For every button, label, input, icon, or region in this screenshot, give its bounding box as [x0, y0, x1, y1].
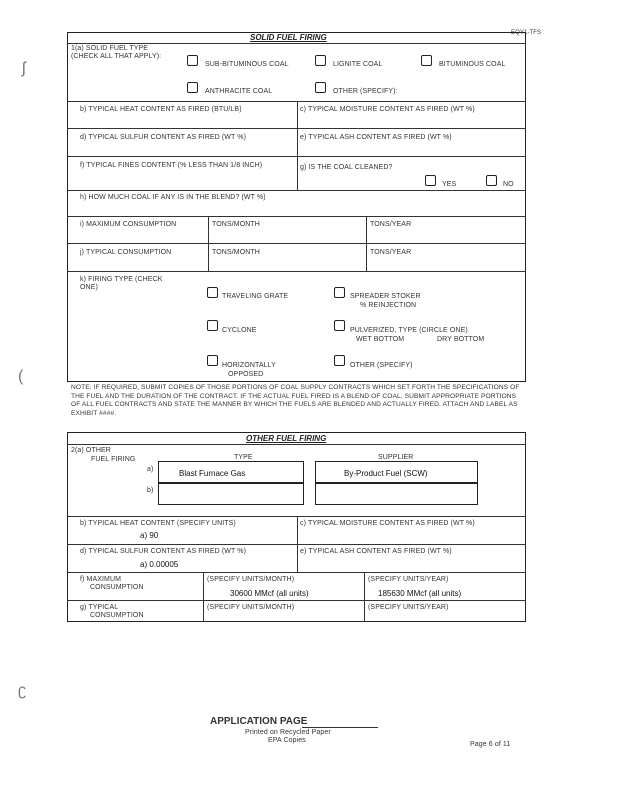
max-units-month-label: (SPECIFY UNITS/MONTH)	[207, 576, 295, 583]
supplier-b-field[interactable]	[315, 482, 478, 505]
typ-units-month-label: (SPECIFY UNITS/MONTH)	[207, 604, 295, 611]
other-heat-value: a) 90	[140, 531, 159, 540]
fuel-type-sub: (CHECK ALL THAT APPLY):	[71, 53, 162, 60]
pulverized-label: PULVERIZED, TYPE (CIRCLE ONE)	[350, 327, 468, 334]
margin-mark: (	[18, 368, 24, 385]
fuel-type-label: 1(a) SOLID FUEL TYPE	[71, 45, 149, 52]
lignite-label: LIGNITE COAL	[333, 61, 383, 68]
typ-tons-month-label: TONS/MONTH	[212, 249, 260, 256]
fines-label: f) TYPICAL FINES CONTENT (% LESS THAN 1/8 INCH)	[80, 162, 263, 169]
lignite-checkbox[interactable]	[315, 55, 326, 66]
other-fuel-label-2: FUEL FIRING	[91, 456, 136, 463]
fuel-type-b-field[interactable]	[158, 482, 304, 505]
typ-tons-year-label: TONS/YEAR	[370, 249, 412, 256]
other-firing-checkbox[interactable]	[334, 355, 345, 366]
other-heat-label: b) TYPICAL HEAT CONTENT (SPECIFY UNITS)	[80, 520, 236, 527]
typ-units-year-label: (SPECIFY UNITS/YEAR)	[368, 604, 449, 611]
typical-consumption-label: j) TYPICAL CONSUMPTION	[80, 249, 172, 256]
ash-label: e) TYPICAL ASH CONTENT AS FIRED (WT %)	[300, 134, 452, 141]
blend-label: h) HOW MUCH COAL IF ANY IS IN THE BLEND? (WT %)	[80, 194, 266, 201]
row-a-label: a)	[147, 466, 154, 473]
spreader-checkbox[interactable]	[334, 287, 345, 298]
cleaned-no-label: NO	[503, 181, 514, 188]
spreader-label: SPREADER STOKER	[350, 293, 421, 300]
traveling-grate-checkbox[interactable]	[207, 287, 218, 298]
margin-mark: ʗ	[18, 682, 26, 699]
sulfur-label: d) TYPICAL SULFUR CONTENT AS FIRED (WT %)	[80, 134, 247, 141]
footer-title: APPLICATION PAGE	[210, 716, 308, 727]
cyclone-checkbox[interactable]	[207, 320, 218, 331]
traveling-grate-label: TRAVELING GRATE	[222, 293, 289, 300]
dry-bottom-label[interactable]: DRY BOTTOM	[437, 336, 485, 343]
anthracite-checkbox[interactable]	[187, 82, 198, 93]
heat-content-label: b) TYPICAL HEAT CONTENT AS FIRED (BTU/LB)	[80, 106, 242, 113]
bituminous-label: BITUMINOUS COAL	[439, 61, 506, 68]
bituminous-checkbox[interactable]	[421, 55, 432, 66]
other-sulfur-label: d) TYPICAL SULFUR CONTENT AS FIRED (WT %)	[80, 548, 247, 555]
max-month-value: 30600 MMcf (all units)	[230, 589, 309, 598]
other-fuel-label: 2(a) OTHER	[71, 447, 111, 454]
max-units-year-label: (SPECIFY UNITS/YEAR)	[368, 576, 449, 583]
footer-sub1: Printed on Recycled Paper	[245, 729, 331, 736]
cleaned-yes-checkbox[interactable]	[425, 175, 436, 186]
cleaned-no-checkbox[interactable]	[486, 175, 497, 186]
cyclone-label: CYCLONE	[222, 327, 257, 334]
margin-mark: ʃ	[22, 60, 26, 77]
cleaned-question: g) IS THE COAL CLEANED?	[300, 164, 393, 171]
max-tons-year-label: TONS/YEAR	[370, 221, 412, 228]
note-text: NOTE: IF REQUIRED, SUBMIT COPIES OF THOSE PORTIONS OF COAL SUPPLY CONTRACTS WHICH SET FORTH THE SPECIFICATIONS OF THE FUEL AND THE DURATION OF THE CONTRACT. IF THE ACTUAL FUEL FIRED IS A BLEND OF COAL, SUBMIT APPROPRIATE PORTIONS OF ALL FUEL CONTRACTS AND STATE THE MANNER BY WHICH THE FUELS ARE BLENDED AND ACTUALLY FIRED. ATTACH AND LABEL AS EXHIBIT ####.	[71, 384, 520, 417]
max-consumption-label: i) MAXIMUM CONSUMPTION	[80, 221, 177, 228]
moisture-label: c) TYPICAL MOISTURE CONTENT AS FIRED (WT %)	[300, 106, 475, 113]
other-fuel-header: OTHER FUEL FIRING	[246, 434, 327, 443]
wet-bottom-label[interactable]: WET BOTTOM	[356, 336, 405, 343]
other-max-label-2: CONSUMPTION	[90, 584, 144, 591]
fuel-type-a-value: Blast Furnace Gas	[179, 469, 246, 478]
horizontal-sub-label: OPPOSED	[228, 371, 264, 378]
other-sulfur-value: a) 0.00005	[140, 560, 179, 569]
other-coal-checkbox[interactable]	[315, 82, 326, 93]
footer-sub2: EPA Copies	[268, 737, 306, 744]
horizontal-checkbox[interactable]	[207, 355, 218, 366]
subbituminous-label: SUB-BITUMINOUS COAL	[205, 61, 289, 68]
horizontal-label: HORIZONTALLY	[222, 362, 276, 369]
form-code: EQY1-TFS	[511, 30, 542, 36]
cleaned-yes-label: YES	[442, 181, 457, 188]
max-year-value: 185630 MMcf (all units)	[378, 589, 462, 598]
other-max-label: f) MAXIMUM	[80, 576, 122, 583]
other-firing-label: OTHER (SPECIFY)	[350, 362, 413, 369]
firing-type-label: k) FIRING TYPE (CHECK ONE)	[80, 276, 163, 291]
other-ash-label: e) TYPICAL ASH CONTENT AS FIRED (WT %)	[300, 548, 452, 555]
supplier-a-value: By-Product Fuel (SCW)	[344, 469, 428, 478]
solid-fuel-header: SOLID FUEL FIRING	[250, 33, 327, 42]
type-column-header: TYPE	[234, 454, 253, 461]
other-moisture-label: c) TYPICAL MOISTURE CONTENT AS FIRED (WT %)	[300, 520, 475, 527]
supplier-column-header: SUPPLIER	[378, 454, 414, 461]
other-typ-label-2: CONSUMPTION	[90, 612, 144, 619]
page-number: Page 6 of 11	[470, 741, 511, 748]
row-b-label: b)	[147, 487, 154, 494]
other-coal-label: OTHER (SPECIFY):	[333, 88, 398, 95]
max-tons-month-label: TONS/MONTH	[212, 221, 260, 228]
other-typ-label: g) TYPICAL	[80, 604, 119, 611]
pulverized-checkbox[interactable]	[334, 320, 345, 331]
anthracite-label: ANTHRACITE COAL	[205, 88, 273, 95]
subbituminous-checkbox[interactable]	[187, 55, 198, 66]
spreader-sub-label: % REINJECTION	[360, 302, 417, 309]
